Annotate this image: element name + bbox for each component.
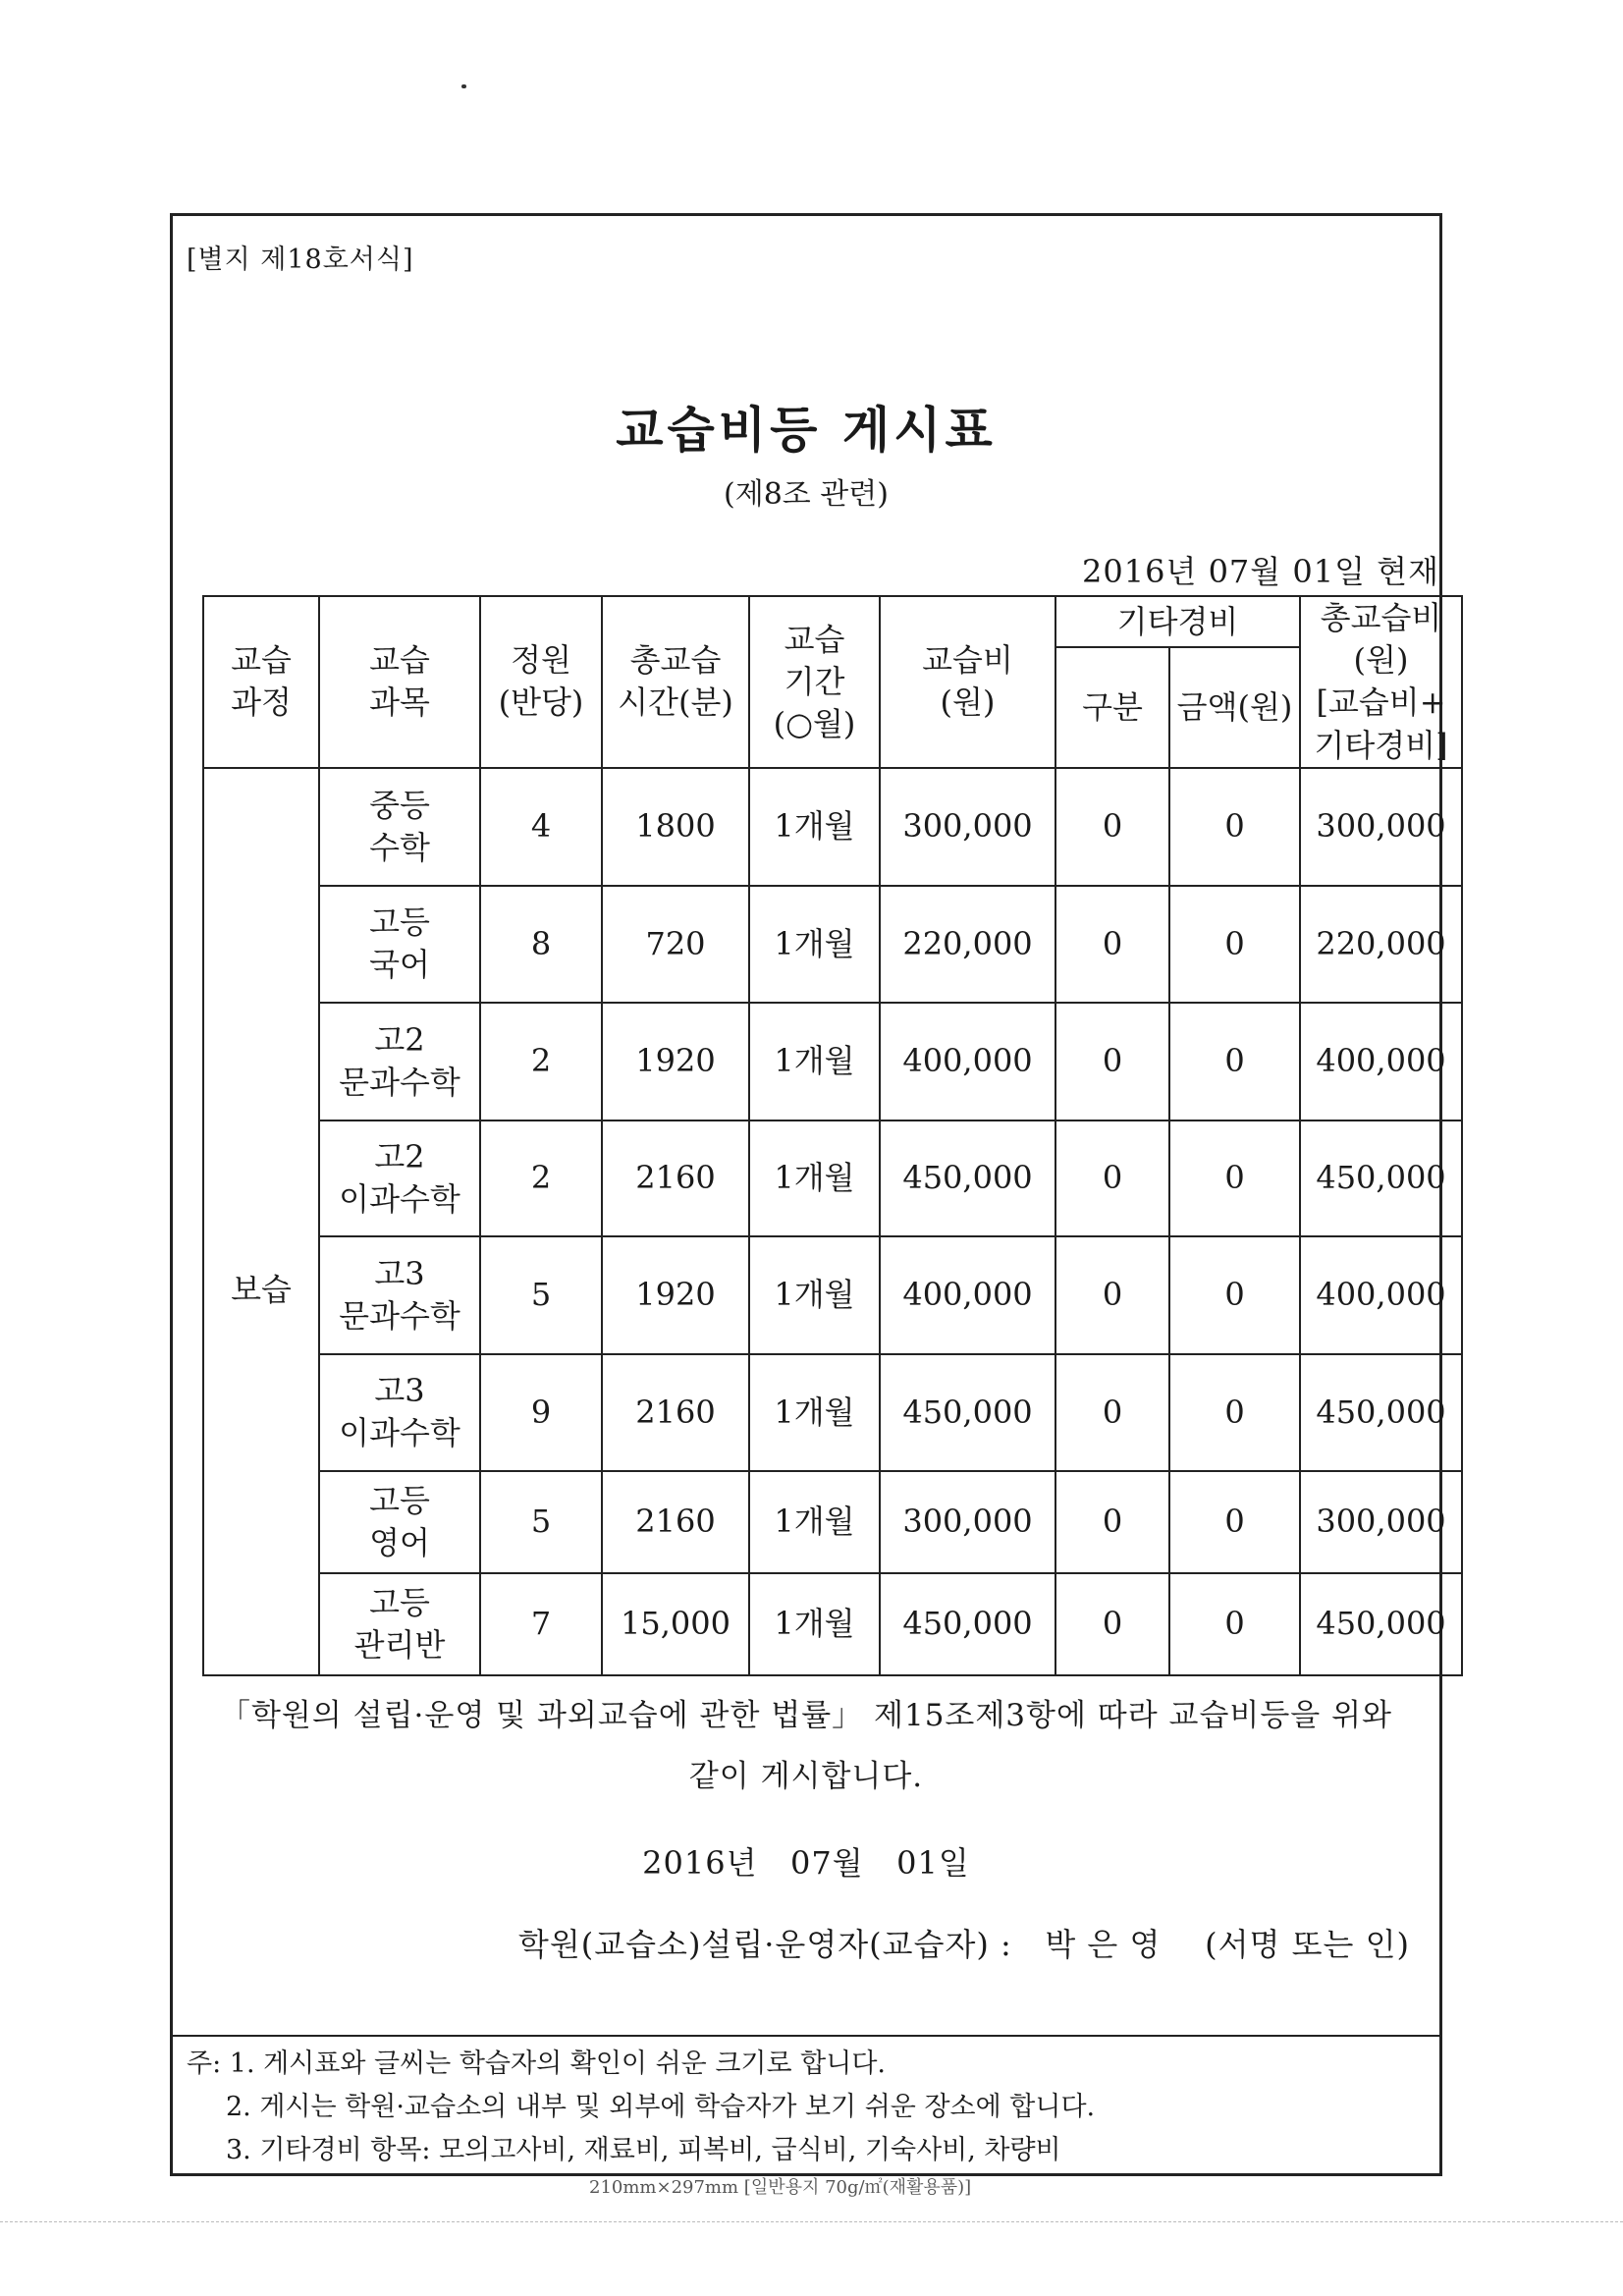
total-fee-cell: 450,000 bbox=[1300, 1354, 1462, 1471]
as-of-date: 2016년 07월 01일 현재 bbox=[1082, 553, 1439, 590]
footnote-item: 2. 게시는 학원·교습소의 내부 및 외부에 학습자가 보기 쉬운 장소에 합니다. bbox=[226, 2092, 1096, 2122]
other-type-cell: 0 bbox=[1055, 1354, 1169, 1471]
fee-table bbox=[202, 595, 1463, 1676]
subject-cell: 중등 수학 bbox=[319, 768, 480, 886]
other-amount-cell: 0 bbox=[1169, 886, 1300, 1003]
subject-cell: 고3 문과수학 bbox=[319, 1236, 480, 1354]
subject-cell: 고등 관리반 bbox=[319, 1573, 480, 1675]
signature-label: 학원(교습소)설립·운영자(교습자) : bbox=[517, 1926, 1012, 1963]
capacity-cell: 9 bbox=[480, 1354, 602, 1471]
subject-cell: 고3 이과수학 bbox=[319, 1354, 480, 1471]
period-cell: 1개월 bbox=[749, 1236, 880, 1354]
total-fee-cell: 400,000 bbox=[1300, 1003, 1462, 1121]
subject-cell: 고등 영어 bbox=[319, 1471, 480, 1573]
fee-cell: 220,000 bbox=[880, 886, 1055, 1003]
page-subtitle: (제8조 관련) bbox=[724, 477, 889, 512]
footnote-divider bbox=[173, 2035, 1439, 2037]
subject-cell: 고등 국어 bbox=[319, 886, 480, 1003]
fee-cell: 450,000 bbox=[880, 1121, 1055, 1236]
capacity-cell: 4 bbox=[480, 768, 602, 886]
period-cell: 1개월 bbox=[749, 1354, 880, 1471]
signature-date: 2016년 07월 01일 bbox=[642, 1844, 970, 1882]
fee-cell: 450,000 bbox=[880, 1354, 1055, 1471]
other-amount-cell: 0 bbox=[1169, 1003, 1300, 1121]
other-amount-cell: 0 bbox=[1169, 768, 1300, 886]
total-fee-cell: 450,000 bbox=[1300, 1573, 1462, 1675]
total-fee-cell: 300,000 bbox=[1300, 1471, 1462, 1573]
period-cell: 1개월 bbox=[749, 768, 880, 886]
capacity-cell: 8 bbox=[480, 886, 602, 1003]
total-fee-cell: 220,000 bbox=[1300, 886, 1462, 1003]
header-other-costs: 기타경비 bbox=[1055, 596, 1300, 647]
document-frame bbox=[170, 213, 1448, 2176]
other-amount-cell: 0 bbox=[1169, 1471, 1300, 1573]
fee-cell: 400,000 bbox=[880, 1003, 1055, 1121]
other-type-cell: 0 bbox=[1055, 1121, 1169, 1236]
period-cell: 1개월 bbox=[749, 1471, 880, 1573]
time-cell: 2160 bbox=[602, 1471, 749, 1573]
fee-cell: 300,000 bbox=[880, 768, 1055, 886]
header-capacity: 정원 (반당) bbox=[480, 596, 602, 768]
header-period: 교습 기간 (○월) bbox=[749, 596, 880, 768]
other-type-cell: 0 bbox=[1055, 768, 1169, 886]
header-fee: 교습비 (원) bbox=[880, 596, 1055, 768]
period-cell: 1개월 bbox=[749, 886, 880, 1003]
time-cell: 720 bbox=[602, 886, 749, 1003]
scan-speck bbox=[461, 84, 466, 88]
total-fee-cell: 400,000 bbox=[1300, 1236, 1462, 1354]
header-other-type: 구분 bbox=[1055, 647, 1169, 768]
other-amount-cell: 0 bbox=[1169, 1236, 1300, 1354]
table-row bbox=[203, 886, 1462, 1003]
other-amount-cell: 0 bbox=[1169, 1573, 1300, 1675]
capacity-cell: 2 bbox=[480, 1121, 602, 1236]
subject-cell: 고2 이과수학 bbox=[319, 1121, 480, 1236]
other-type-cell: 0 bbox=[1055, 1236, 1169, 1354]
capacity-cell: 5 bbox=[480, 1236, 602, 1354]
footnote-item: 주: 1. 게시표와 글씨는 학습자의 확인이 쉬운 크기로 합니다. bbox=[187, 2049, 886, 2079]
paper-spec-text: 210mm×297mm [일반용지 70g/㎡(재활용품)] bbox=[589, 2177, 972, 2198]
header-total-fee: 총교습비 (원) [교습비+ 기타경비] bbox=[1300, 596, 1462, 768]
other-type-cell: 0 bbox=[1055, 1003, 1169, 1121]
table-row bbox=[203, 1236, 1462, 1354]
signature-line bbox=[518, 1920, 1410, 1965]
header-course: 교습 과정 bbox=[203, 596, 319, 768]
law-notice-line: 같이 게시합니다. bbox=[688, 1759, 924, 1794]
other-type-cell: 0 bbox=[1055, 1573, 1169, 1675]
footnote-item: 3. 기타경비 항목: 모의고사비, 재료비, 피복비, 급식비, 기숙사비, 차량비 bbox=[226, 2135, 1061, 2165]
period-cell: 1개월 bbox=[749, 1003, 880, 1121]
capacity-cell: 5 bbox=[480, 1471, 602, 1573]
form-id: [별지 제18호서식] bbox=[187, 245, 414, 275]
footnotes bbox=[187, 2043, 1095, 2172]
signer-name: 박 은 영 bbox=[1045, 1926, 1162, 1963]
period-cell: 1개월 bbox=[749, 1573, 880, 1675]
table-row bbox=[203, 1354, 1462, 1471]
page-edge bbox=[0, 2221, 1623, 2222]
other-type-cell: 0 bbox=[1055, 1471, 1169, 1573]
fee-cell: 300,000 bbox=[880, 1471, 1055, 1573]
header-subject: 교습 과목 bbox=[319, 596, 480, 768]
total-fee-cell: 450,000 bbox=[1300, 1121, 1462, 1236]
header-other-amount: 금액(원) bbox=[1169, 647, 1300, 768]
fee-cell: 400,000 bbox=[880, 1236, 1055, 1354]
subject-cell: 고2 문과수학 bbox=[319, 1003, 480, 1121]
time-cell: 1920 bbox=[602, 1236, 749, 1354]
fee-cell: 450,000 bbox=[880, 1573, 1055, 1675]
time-cell: 2160 bbox=[602, 1354, 749, 1471]
time-cell: 1800 bbox=[602, 768, 749, 886]
capacity-cell: 2 bbox=[480, 1003, 602, 1121]
table-row bbox=[203, 1573, 1462, 1675]
period-cell: 1개월 bbox=[749, 1121, 880, 1236]
table-row bbox=[203, 1003, 1462, 1121]
law-notice-line: 「학원의 설립·운영 및 과외교습에 관한 법률」 제15조제3항에 따라 교습비등을 위와 bbox=[219, 1698, 1393, 1733]
fee-table-body bbox=[203, 768, 1462, 1675]
time-cell: 2160 bbox=[602, 1121, 749, 1236]
other-type-cell: 0 bbox=[1055, 886, 1169, 1003]
total-fee-cell: 300,000 bbox=[1300, 768, 1462, 886]
capacity-cell: 7 bbox=[480, 1573, 602, 1675]
signature-mark: (서명 또는 인) bbox=[1205, 1926, 1410, 1963]
time-cell: 15,000 bbox=[602, 1573, 749, 1675]
other-amount-cell: 0 bbox=[1169, 1121, 1300, 1236]
course-cell: 보습 bbox=[203, 768, 319, 1675]
header-total-time: 총교습 시간(분) bbox=[602, 596, 749, 768]
time-cell: 1920 bbox=[602, 1003, 749, 1121]
other-amount-cell: 0 bbox=[1169, 1354, 1300, 1471]
law-notice bbox=[173, 1685, 1439, 1807]
table-row bbox=[203, 1121, 1462, 1236]
table-row bbox=[203, 768, 1462, 886]
page-title: 교습비등 게시표 bbox=[616, 402, 997, 459]
table-row bbox=[203, 1471, 1462, 1573]
